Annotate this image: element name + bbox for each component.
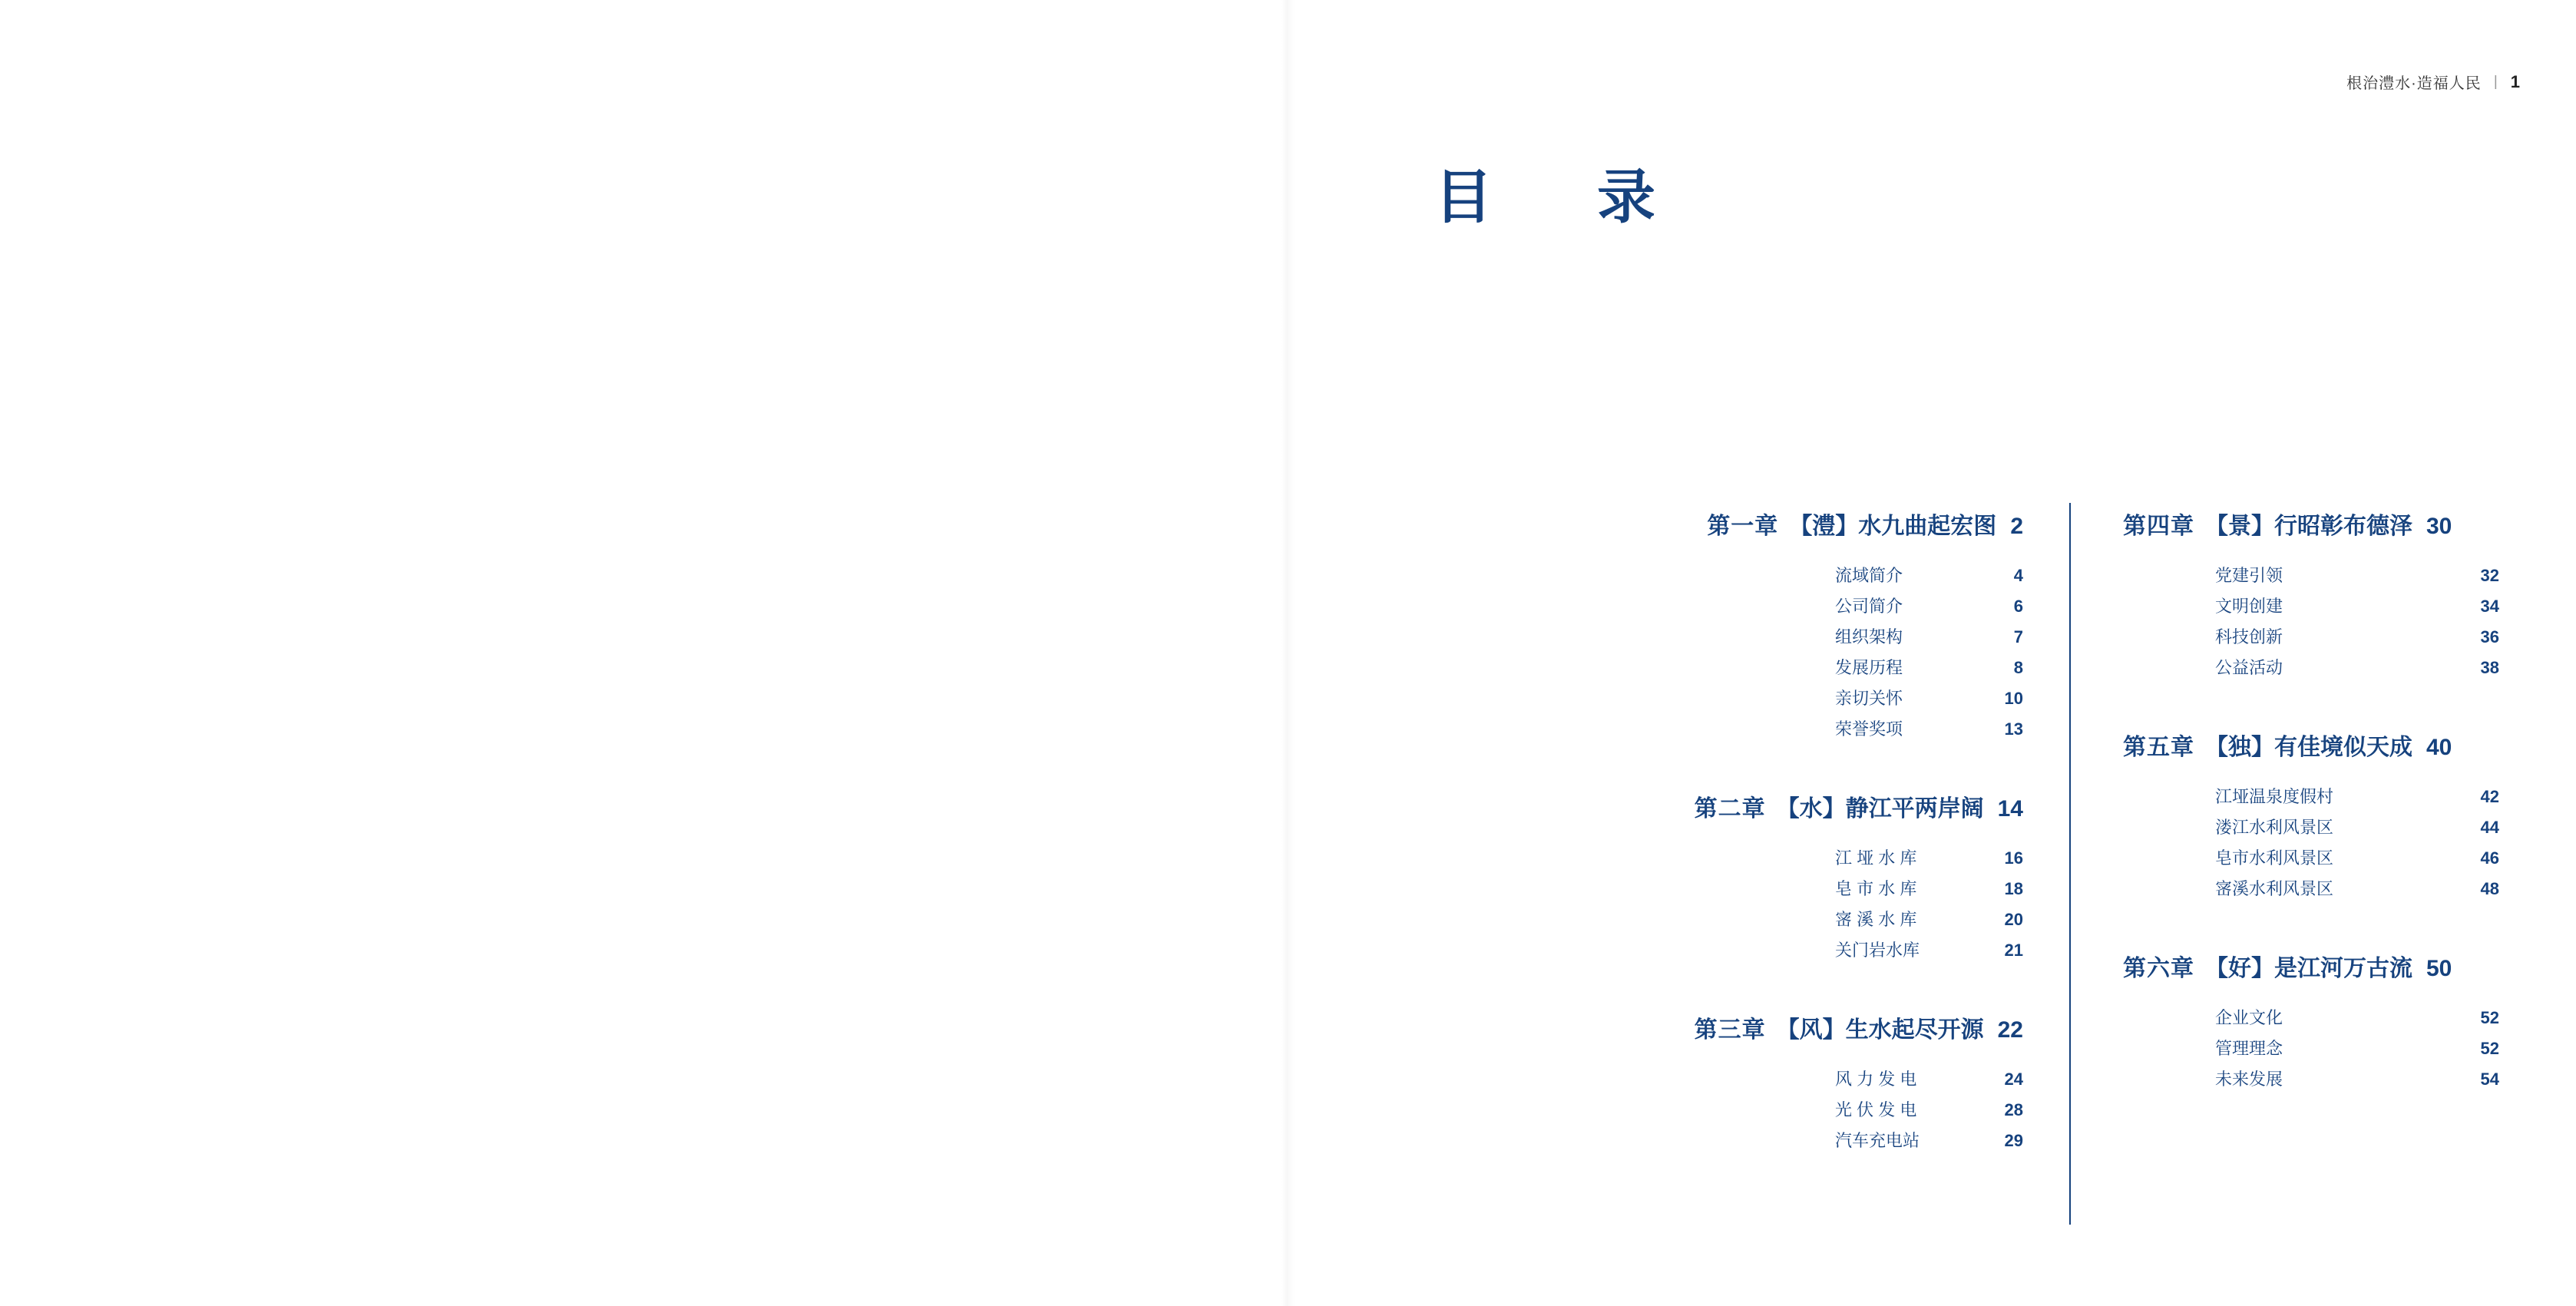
chapter-number: 第一章 [1707,514,1779,539]
list-item[interactable] [2123,622,2499,653]
chapter-heading[interactable] [2123,949,2499,983]
chapter-name: 【风】生水起尽开源 [1776,1017,1984,1043]
entry-page: 34 [2480,597,2499,616]
chapter-number: 第六章 [2123,956,2194,981]
chapter-block [1655,1010,2023,1156]
chapter-block [2123,949,2499,1095]
chapter-name: 【好】是江河万古流 [2205,956,2412,981]
chapter-page: 40 [2426,735,2452,760]
toc-column-right [2077,507,2499,1156]
entry-label: 流域简介 [1835,566,1903,585]
list-item[interactable] [1655,560,2023,591]
chapter-heading[interactable] [2123,728,2499,762]
chapter-number: 第二章 [1694,796,1766,822]
entry-label: 亲切关怀 [1835,689,1903,708]
entry-page: 36 [2480,627,2499,646]
entry-label: 未来发展 [2215,1070,2283,1089]
list-item[interactable] [2123,782,2499,812]
entry-page: 44 [2480,818,2499,837]
list-item[interactable] [1655,1126,2023,1156]
entry-label: 江垭温泉度假村 [2215,787,2334,806]
list-item[interactable] [1655,904,2023,935]
entry-label: 溇江水利风景区 [2215,818,2334,837]
list-item[interactable] [1655,1064,2023,1095]
chapter-number: 第四章 [2123,514,2194,539]
running-head-page-number: 1 [2510,71,2521,91]
entry-page: 16 [2004,848,2023,868]
chapter-page: 14 [1997,796,2023,822]
toc-column-left [1655,507,2077,1156]
list-item[interactable] [1655,935,2023,966]
entry-label: 宻溪水利风景区 [2215,879,2334,898]
chapter-page: 22 [1997,1017,2023,1043]
entry-page: 54 [2480,1070,2499,1089]
chapter-block [2123,728,2499,904]
list-item[interactable] [1655,874,2023,904]
chapter-name: 【景】行昭彰布德泽 [2205,514,2412,539]
list-item[interactable] [2123,591,2499,622]
entry-page: 46 [2480,848,2499,868]
chapter-page: 30 [2426,514,2452,539]
entry-page: 20 [2004,910,2023,929]
entry-label: 党建引领 [2215,566,2283,585]
chapter-heading[interactable] [1655,1010,2023,1044]
entry-list [1655,560,2023,745]
entry-label: 发展历程 [1835,658,1903,677]
entry-label: 企业文化 [2215,1008,2283,1027]
running-head-title: 根治澧水·造福人民 [2346,75,2482,92]
chapter-heading[interactable] [1655,507,2023,541]
entry-page: 24 [2004,1070,2023,1089]
entry-label: 江 垭 水 库 [1835,848,1917,868]
list-item[interactable] [1655,622,2023,653]
entry-list [1655,843,2023,966]
entry-page: 13 [2004,719,2023,739]
entry-label: 光 伏 发 电 [1835,1100,1917,1119]
entry-page: 28 [2004,1100,2023,1119]
list-item[interactable] [2123,560,2499,591]
entry-page: 42 [2480,787,2499,806]
list-item[interactable] [1655,843,2023,874]
list-item[interactable] [1655,653,2023,683]
entry-list [2123,560,2499,683]
chapter-block [1655,789,2023,966]
entry-label: 荣誉奖项 [1835,719,1903,739]
chapter-number: 第五章 [2123,735,2194,760]
chapter-name: 【澧】水九曲起宏图 [1789,514,1997,539]
entry-label: 关门岩水库 [1835,941,1920,960]
entry-page: 21 [2004,941,2023,960]
entry-label: 宻 溪 水 库 [1835,910,1917,929]
list-item[interactable] [2123,1064,2499,1095]
chapter-name: 【水】静江平两岸阔 [1776,796,1984,822]
entry-label: 公司简介 [1835,597,1903,616]
entry-label: 组织架构 [1835,627,1903,646]
chapter-heading[interactable] [2123,507,2499,541]
entry-page: 10 [2004,689,2023,708]
entry-page: 4 [2013,566,2023,585]
list-item[interactable] [2123,874,2499,904]
list-item[interactable] [2123,1003,2499,1033]
list-item[interactable] [1655,714,2023,745]
list-item[interactable] [2123,653,2499,683]
entry-page: 29 [2004,1131,2023,1150]
list-item[interactable] [2123,812,2499,843]
chapter-number: 第三章 [1694,1017,1766,1043]
entry-page: 32 [2480,566,2499,585]
running-head-separator: | [2493,73,2498,90]
entry-label: 文明创建 [2215,597,2283,616]
chapter-page: 2 [2010,514,2023,539]
running-head [2346,71,2521,93]
chapter-name: 【独】有佳境似天成 [2205,735,2412,760]
list-item[interactable] [2123,1033,2499,1064]
toc-columns [1655,507,2499,1156]
entry-label: 皂市水利风景区 [2215,848,2334,868]
chapter-block [2123,507,2499,683]
entry-label: 科技创新 [2215,627,2283,646]
entry-label: 汽车充电站 [1835,1131,1920,1150]
entry-page: 8 [2013,658,2023,677]
entry-label: 公益活动 [2215,658,2283,677]
entry-list [1655,1064,2023,1156]
entry-label: 管理理念 [2215,1039,2283,1058]
entry-list [2123,782,2499,904]
entry-page: 38 [2480,658,2499,677]
entry-page: 48 [2480,879,2499,898]
entry-label: 皂 市 水 库 [1835,879,1917,898]
page-title: 目 录 [1434,165,1678,230]
entry-page: 7 [2013,627,2023,646]
chapter-heading[interactable] [1655,789,2023,823]
list-item[interactable] [1655,683,2023,714]
list-item[interactable] [1655,591,2023,622]
list-item[interactable] [1655,1095,2023,1126]
list-item[interactable] [2123,843,2499,874]
entry-page: 52 [2480,1008,2499,1027]
entry-label: 风 力 发 电 [1835,1070,1917,1089]
entry-page: 52 [2480,1039,2499,1058]
entry-page: 6 [2013,597,2023,616]
entry-page: 18 [2004,879,2023,898]
chapter-block [1655,507,2023,745]
entry-list [2123,1003,2499,1095]
chapter-page: 50 [2426,956,2452,981]
